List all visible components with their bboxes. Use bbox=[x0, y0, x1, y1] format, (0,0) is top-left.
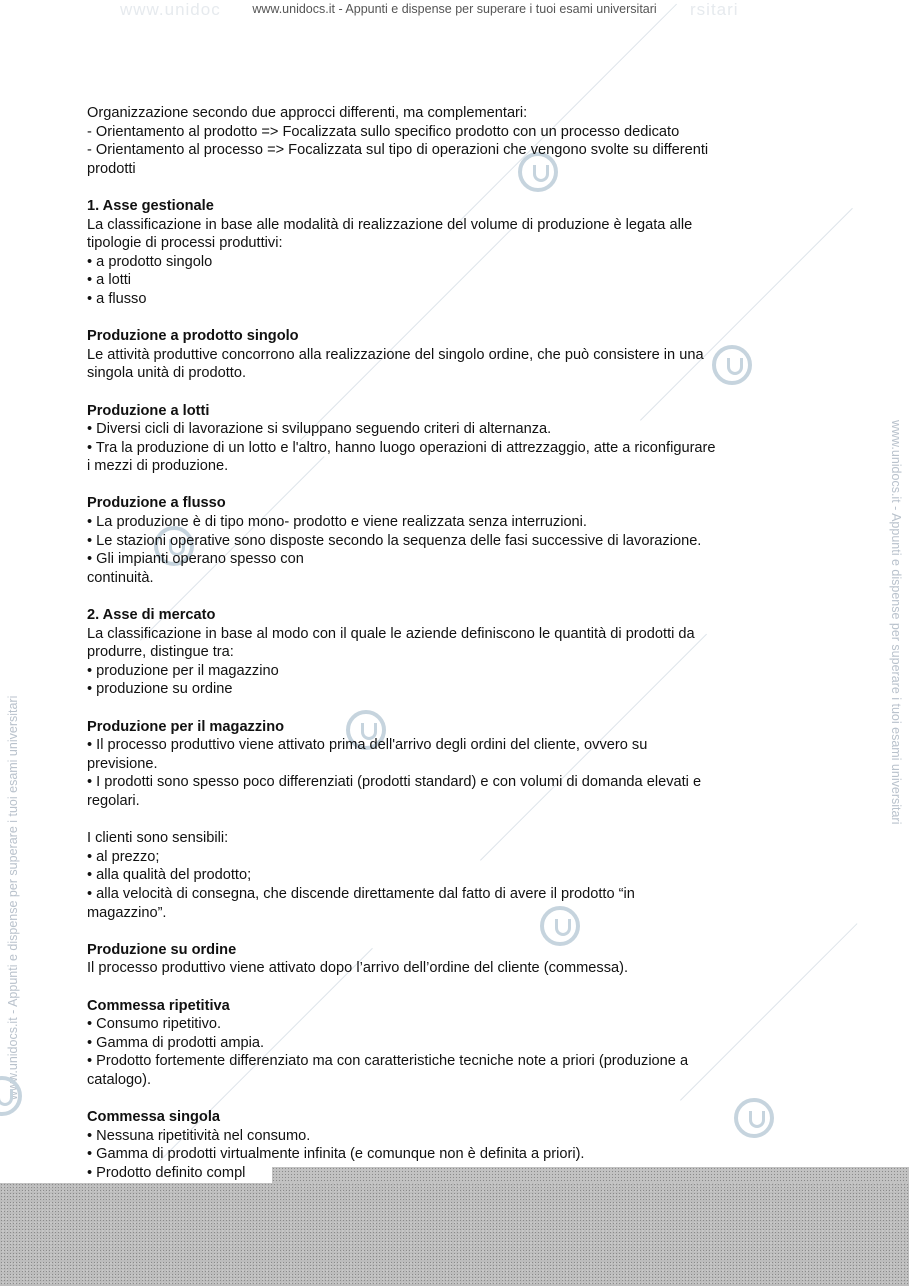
section-magazzino bbox=[87, 718, 827, 811]
section-heading: Produzione per il magazzino bbox=[87, 718, 285, 735]
list-item: • Gli impianti operano spesso con bbox=[87, 551, 304, 568]
list-item: • al prezzo; bbox=[87, 848, 160, 865]
text-line: catalogo). bbox=[87, 1071, 152, 1088]
text-line: produrre, distingue tra: bbox=[87, 644, 234, 661]
section-lotti bbox=[87, 402, 827, 476]
list-item: • Consumo ripetitivo. bbox=[87, 1016, 222, 1033]
list-item: • Prodotto fortemente differenziato ma con caratteristiche tecniche note a priori (produzione a bbox=[87, 1053, 689, 1070]
section-commessa-ripetitiva bbox=[87, 997, 827, 1090]
intro-paragraph bbox=[87, 104, 827, 178]
text-line: I clienti sono sensibili: bbox=[87, 830, 229, 847]
noise-overlay bbox=[0, 1183, 909, 1286]
section-su-ordine bbox=[87, 941, 827, 978]
side-watermark-left: www.unidocs.it - Appunti e dispense per superare i tuoi esami universitari bbox=[6, 695, 20, 1100]
section-heading: Produzione a prodotto singolo bbox=[87, 328, 299, 345]
clienti-sensibili bbox=[87, 829, 827, 922]
text-line: prodotti bbox=[87, 160, 136, 177]
list-item: • produzione su ordine bbox=[87, 681, 233, 698]
text-line: Il processo produttivo viene attivato dopo l’arrivo dell’ordine del cliente (commessa). bbox=[87, 960, 629, 977]
list-item: • Gamma di prodotti virtualmente infinita (e comunque non è definita a priori). bbox=[87, 1146, 585, 1163]
document-body bbox=[87, 104, 827, 1182]
section-heading: Produzione su ordine bbox=[87, 941, 237, 958]
section-heading: Commessa ripetitiva bbox=[87, 997, 230, 1014]
header-ghost-watermark-right: rsitari bbox=[690, 0, 739, 19]
list-item: • Diversi cicli di lavorazione si sviluppano seguendo criteri di alternanza. bbox=[87, 421, 552, 438]
list-item: • a lotti bbox=[87, 272, 132, 289]
list-item: • alla qualità del prodotto; bbox=[87, 867, 252, 884]
section-heading: 1. Asse gestionale bbox=[87, 197, 214, 214]
list-item: • I prodotti sono spesso poco differenziati (prodotti standard) e con volumi di domanda elevati e bbox=[87, 774, 702, 791]
list-item: • alla velocità di consegna, che discende direttamente dal fatto di avere il prodotto “in bbox=[87, 885, 635, 902]
section-heading: Commessa singola bbox=[87, 1109, 221, 1126]
text-line: - Orientamento al prodotto => Focalizzata sullo specifico prodotto con un processo dedicato bbox=[87, 123, 680, 140]
section-heading: Produzione a flusso bbox=[87, 495, 226, 512]
section-asse-gestionale bbox=[87, 197, 827, 309]
list-item: • Tra la produzione di un lotto e l'altro, hanno luogo operazioni di attrezzaggio, atte a riconfigurare bbox=[87, 439, 716, 456]
section-heading: Produzione a lotti bbox=[87, 402, 210, 419]
text-line: regolari. bbox=[87, 792, 140, 809]
list-item: • Le stazioni operative sono disposte secondo la sequenza delle fasi successive di lavorazione. bbox=[87, 532, 702, 549]
page-header: www.unidocs.it - Appunti e dispense per superare i tuoi esami universitari bbox=[252, 2, 657, 16]
text-line: i mezzi di produzione. bbox=[87, 458, 229, 475]
text-line: - Orientamento al processo => Focalizzata sul tipo di operazioni che vengono svolte su differenti bbox=[87, 142, 709, 159]
text-line: singola unità di prodotto. bbox=[87, 365, 247, 382]
list-item: • a flusso bbox=[87, 290, 147, 307]
list-item: • Il processo produttivo viene attivato prima dell'arrivo degli ordini del cliente, ovvero su bbox=[87, 737, 648, 754]
header-ghost-watermark-left: www.unidoc bbox=[120, 0, 221, 19]
section-prodotto-singolo bbox=[87, 327, 827, 383]
text-line: previsione. bbox=[87, 755, 158, 772]
text-line: Organizzazione secondo due approcci differenti, ma complementari: bbox=[87, 105, 528, 121]
side-watermark-right: www.unidocs.it - Appunti e dispense per superare i tuoi esami universitari bbox=[889, 420, 903, 825]
list-item: • produzione per il magazzino bbox=[87, 662, 279, 679]
list-item: • Gamma di prodotti ampia. bbox=[87, 1034, 265, 1051]
text-line: La classificazione in base al modo con il quale le aziende definiscono le quantità di prodotti da bbox=[87, 625, 695, 642]
text-line: Le attività produttive concorrono alla realizzazione del singolo ordine, che può consistere in una bbox=[87, 346, 704, 363]
noise-overlay-top bbox=[272, 1167, 909, 1184]
list-item: • a prodotto singolo bbox=[87, 253, 213, 270]
section-heading: 2. Asse di mercato bbox=[87, 607, 216, 624]
text-line: continuità. bbox=[87, 569, 154, 586]
section-flusso bbox=[87, 494, 827, 587]
list-item: • Nessuna ripetitività nel consumo. bbox=[87, 1127, 311, 1144]
section-asse-mercato bbox=[87, 606, 827, 699]
text-line: tipologie di processi produttivi: bbox=[87, 235, 283, 252]
list-item: • La produzione è di tipo mono- prodotto e viene realizzata senza interruzioni. bbox=[87, 514, 587, 531]
text-line: La classificazione in base alle modalità di realizzazione del volume di produzione è legata alle bbox=[87, 216, 693, 233]
text-line: magazzino”. bbox=[87, 904, 167, 921]
list-item: • Prodotto definito compl bbox=[87, 1164, 246, 1181]
